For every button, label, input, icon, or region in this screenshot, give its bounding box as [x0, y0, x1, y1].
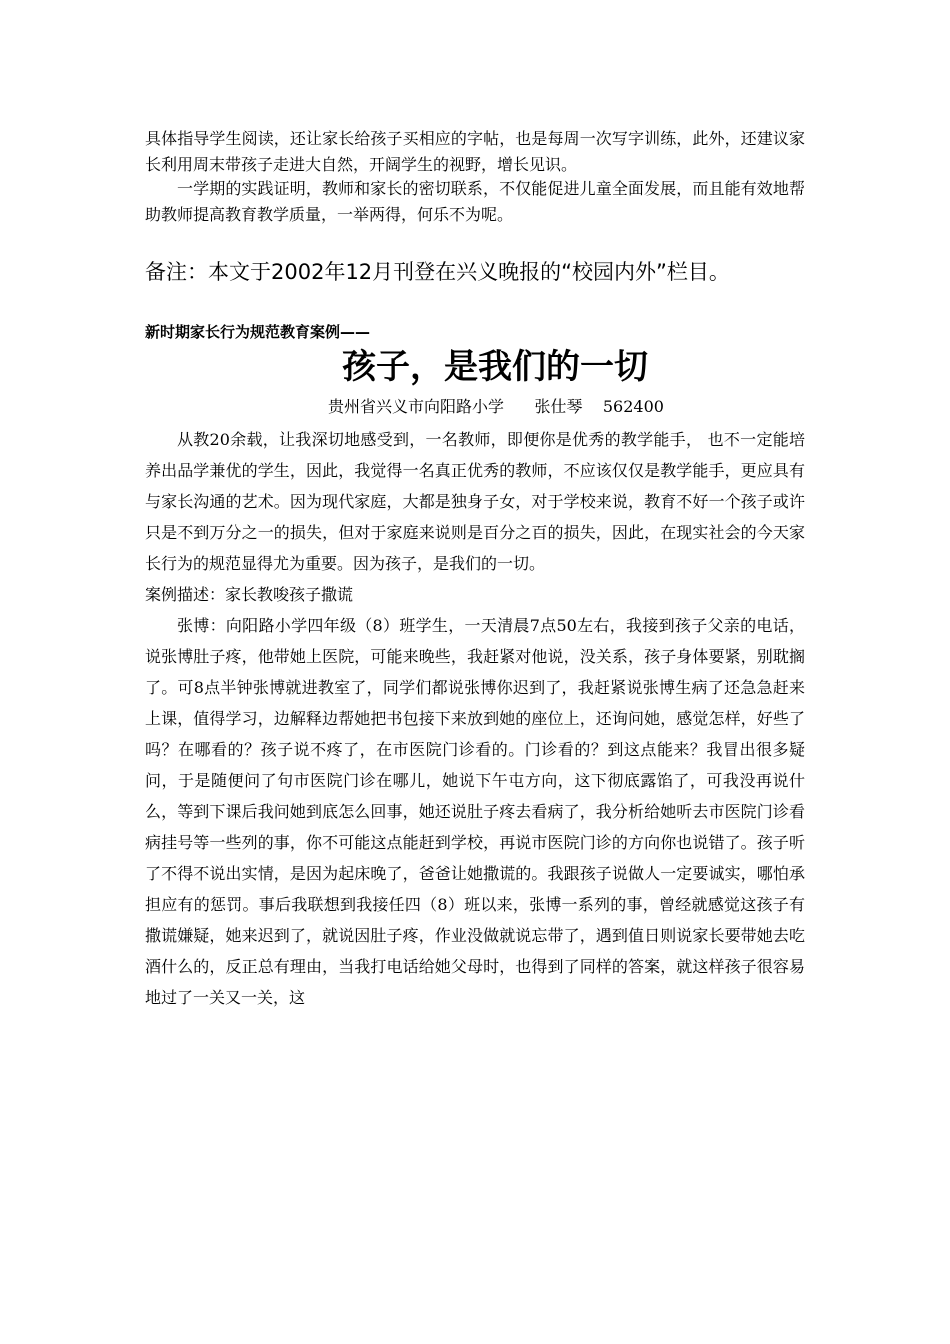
- body-paragraph-1: 从教20余载，让我深切地感受到，一名教师，即便你是优秀的教学能手， 也不一定能培养出品学兼优的学生，因此，我觉得一名真正优秀的教师，不应该仅仅是教学能手，更应具有与家长沟通的艺术。因为现代家庭，大都是独身子女，对于学校来说，教育不好一个孩子或许只是不到万分之一的损失，但对于家庭来说则是百分之百的损失，因此，在现实社会的今天家长行为的规范显得尤为重要。因为孩子，是我们的一切。: [145, 430, 805, 573]
- author-line: 贵州省兴义市向阳路小学 张仕琴 562400: [328, 397, 664, 416]
- intro-paragraph-2: 一学期的实践证明，教师和家长的密切联系，不仅能促进儿童全面发展，而且能有效地帮助教师提高教育教学质量，一举两得，何乐不为呢。: [145, 179, 805, 224]
- article-body: [145, 424, 805, 1013]
- publication-note: 备注：本文于2002年12月刊登在兴义晚报的“校园内外”栏目。: [145, 260, 730, 284]
- case-heading: 案例描述：家长教唆孩子撒谎: [145, 585, 354, 604]
- body-paragraph-2: 张博：向阳路小学四年级（8）班学生，一天清晨7点50左右，我接到孩子父亲的电话，说张博肚子疼，他带她上医院，可能来晚些，我赶紧对他说，没关系，孩子身体要紧，别耽搁了。可8点半钟张博就进教室了，同学们都说张博你迟到了，我赶紧说张博生病了还急急赶来上课，值得学习，边解释边帮她把书包接下来放到她的座位上，还询问她，感觉怎样，好些了吗？在哪看的？孩子说不疼了，在市医院门诊看的。门诊看的？到这点能来？我冒出很多疑问，于是随便问了句市医院门诊在哪儿，她说下午屯方向，这下彻底露馅了，可我没再说什么，等到下课后我问她到底怎么回事，她还说肚子疼去看病了，我分析给她听去市医院门诊看病挂号等一些列的事，你不可能这点能赶到学校，再说市医院门诊的方向你也说错了。孩子听了不得不说出实情，是因为起床晚了，爸爸让她撒谎的。我跟孩子说做人一定要诚实，哪怕承担应有的惩罚。事后我联想到我接任四（8）班以来，张博一系列的事，曾经就感觉这孩子有撒谎嫌疑，她来迟到了，就说因肚子疼，作业没做就说忘带了，遇到值日则说家长要带她去吃酒什么的，反正总有理由，当我打电话给她父母时，也得到了同样的答案，就这样孩子很容易地过了一关又一关，这: [145, 616, 805, 1007]
- article-title: 孩子，是我们的一切: [342, 347, 648, 387]
- intro-paragraph-1: 具体指导学生阅读，还让家长给孩子买相应的字帖，也是每周一次写字训练，此外，还建议家长利用周末带孩子走进大自然，开阔学生的视野，增长见识。: [145, 129, 805, 174]
- series-heading: 新时期家长行为规范教育案例——: [145, 323, 371, 341]
